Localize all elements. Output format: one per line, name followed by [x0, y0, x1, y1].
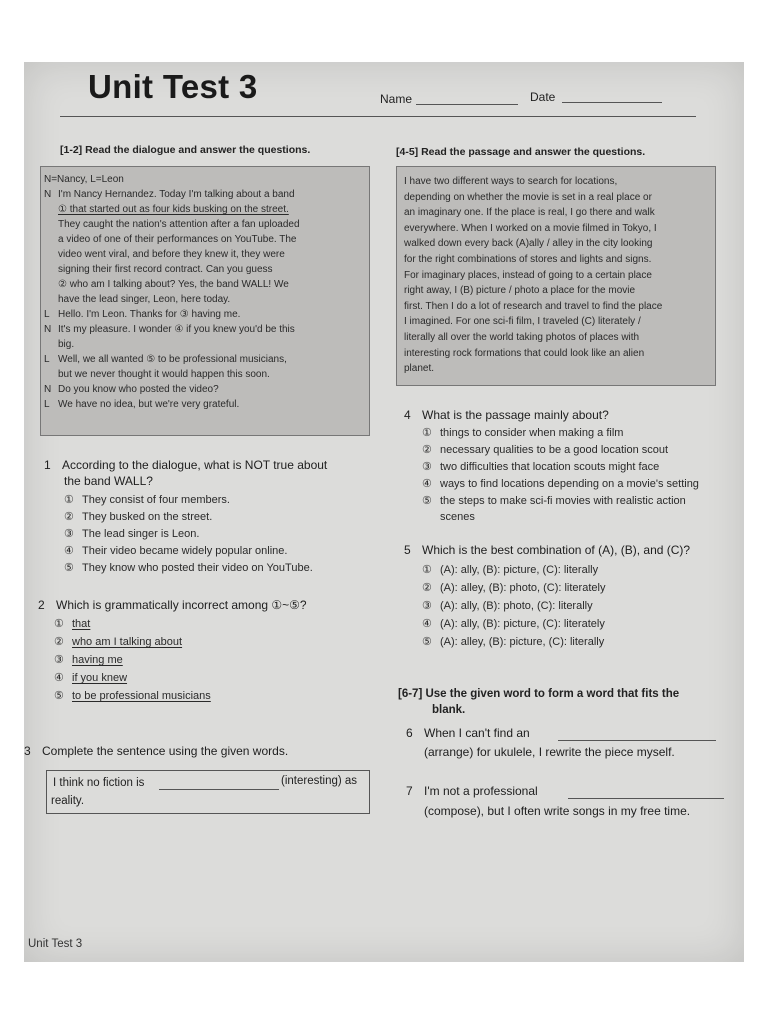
q1-option-2[interactable]: ② They busked on the street.: [64, 511, 213, 523]
q3-answer-part2: (interesting) as: [281, 775, 358, 787]
passage-line: first. Then I do a lot of research and travel to find the place: [404, 300, 663, 312]
q2-option-3[interactable]: ③ having me: [54, 654, 123, 666]
dialogue-line: have the lead singer, Leon, here today.: [58, 294, 231, 305]
dialogue-line: a video of one of their performances on YouTube. The: [58, 234, 297, 245]
dialogue-line: L Well, we all wanted ⑤ to be professional musicians,: [44, 354, 287, 365]
question-7-cont: (compose), but I often write songs in my free time.: [424, 804, 691, 818]
section-6-7-heading: [6-7] Use the given word to form a word that fits the: [398, 688, 680, 700]
passage-line: For imaginary places, instead of going to a certain place: [404, 269, 652, 281]
passage-line: depending on whether the movie is set in a real place or: [404, 191, 652, 203]
q6-answer-blank[interactable]: [558, 740, 716, 741]
q3-answer-box: [46, 770, 370, 814]
dialogue-line: N I'm Nancy Hernandez. Today I'm talking about a band: [44, 189, 295, 200]
dialogue-line: ① that started out as four kids busking on the street.: [58, 204, 289, 215]
dialogue-line: big.: [58, 339, 75, 350]
dialogue-line: video went viral, and before they knew it, they were: [58, 249, 285, 260]
name-blank[interactable]: [416, 104, 518, 105]
dialogue-line: L Hello. I'm Leon. Thanks for ③ having me.: [44, 309, 241, 320]
q3-answer-part1: I think no fiction is: [53, 777, 145, 789]
passage-line: interesting rock formations that could look like an alien: [404, 347, 645, 359]
passage-line: planet.: [404, 363, 435, 375]
dialogue-line: N=Nancy, L=Leon: [44, 174, 124, 185]
q1-option-3[interactable]: ③ The lead singer is Leon.: [64, 528, 200, 540]
q5-option-1[interactable]: ① (A): ally, (B): picture, (C): literally: [422, 564, 599, 576]
q4-option-1[interactable]: ① things to consider when making a film: [422, 427, 624, 439]
page-title: Unit Test 3: [88, 68, 258, 105]
name-label: Name: [380, 92, 413, 106]
footer-label: Unit Test 3: [28, 938, 83, 950]
section-4-5-heading: [4-5] Read the passage and answer the questions.: [396, 146, 646, 158]
section-1-2-heading: [1-2] Read the dialogue and answer the questions.: [60, 144, 311, 156]
q5-option-4[interactable]: ④ (A): ally, (B): picture, (C): literately: [422, 618, 605, 630]
test-sheet: [24, 62, 744, 962]
passage-line: walked down every back (A)ally / alley in the city looking: [404, 238, 653, 250]
passage-line: everywhere. When I worked on a movie filmed in Tokyo, I: [404, 222, 657, 234]
question-5: 5 Which is the best combination of (A), (B), and (C)?: [404, 543, 691, 557]
dialogue-line: ② who am I talking about? Yes, the band WALL! We: [58, 279, 289, 290]
q5-option-2[interactable]: ② (A): alley, (B): photo, (C): literately: [422, 582, 606, 594]
question-7: 7 I'm not a professional: [406, 784, 538, 798]
passage-line: an imaginary one. If the place is real, I go there and walk: [404, 207, 655, 219]
dialogue-line: but we never thought it would happen this soon.: [58, 369, 270, 380]
q2-option-1[interactable]: ① that: [54, 618, 91, 630]
q4-option-3[interactable]: ③ two difficulties that location scouts might face: [422, 461, 660, 473]
question-3: 3 Complete the sentence using the given words.: [24, 744, 289, 758]
dialogue-text: [44, 172, 364, 412]
q4-option-5[interactable]: ⑤ the steps to make sci-fi movies with realistic action: [422, 495, 686, 507]
date-label: Date: [530, 90, 556, 104]
q4-option-5-cont: scenes: [440, 511, 475, 523]
passage-line: for the right combinations of stores and lights and signs.: [404, 253, 652, 265]
header-divider: [60, 116, 696, 117]
dialogue-line: They caught the nation's attention after a fan uploaded: [58, 219, 300, 230]
passage-line: literally all over the world taking photos of places with: [404, 331, 640, 343]
passage-line: right away, I (B) picture / photo a place for the movie: [404, 285, 636, 297]
dialogue-line: L We have no idea, but we're very grateful.: [44, 399, 240, 410]
q2-option-2[interactable]: ② who am I talking about: [54, 636, 183, 648]
question-1: 1 According to the dialogue, what is NOT true about: [44, 458, 328, 472]
dialogue-line: N Do you know who posted the video?: [44, 384, 219, 395]
q1-option-5[interactable]: ⑤ They know who posted their video on YouTube.: [64, 562, 313, 574]
q2-option-5[interactable]: ⑤ to be professional musicians: [54, 690, 211, 702]
q4-option-4[interactable]: ④ ways to find locations depending on a movie's setting: [422, 478, 699, 490]
q2-option-4[interactable]: ④ if you knew: [54, 672, 128, 684]
date-blank[interactable]: [562, 102, 662, 103]
section-6-7-heading-cont: blank.: [432, 704, 466, 716]
q1-option-4[interactable]: ④ Their video became widely popular online.: [64, 545, 288, 557]
q3-answer-blank[interactable]: [159, 789, 279, 790]
question-1-cont: the band WALL?: [64, 474, 153, 488]
question-6: 6 When I can't find an: [406, 726, 530, 740]
question-2: 2 Which is grammatically incorrect among ①~⑤?: [38, 598, 307, 612]
passage-line: I imagined. For one sci-fi film, I traveled (C) literately /: [404, 316, 641, 328]
passage-text: [404, 174, 706, 377]
dialogue-line: N It's my pleasure. I wonder ④ if you knew you'd be this: [44, 324, 295, 335]
q5-option-3[interactable]: ③ (A): ally, (B): photo, (C): literally: [422, 600, 593, 612]
q1-option-1[interactable]: ① They consist of four members.: [64, 494, 230, 506]
q4-option-2[interactable]: ② necessary qualities to be a good location scout: [422, 444, 669, 456]
q5-option-5[interactable]: ⑤ (A): alley, (B): picture, (C): literally: [422, 636, 605, 648]
q7-answer-blank[interactable]: [568, 798, 724, 799]
question-4: 4 What is the passage mainly about?: [404, 408, 609, 422]
question-6-cont: (arrange) for ukulele, I rewrite the piece myself.: [424, 745, 675, 759]
dialogue-line: signing their first record contract. Can you guess: [58, 264, 273, 275]
passage-line: I have two different ways to search for locations,: [404, 176, 618, 187]
q3-answer-part3: reality.: [51, 795, 85, 807]
